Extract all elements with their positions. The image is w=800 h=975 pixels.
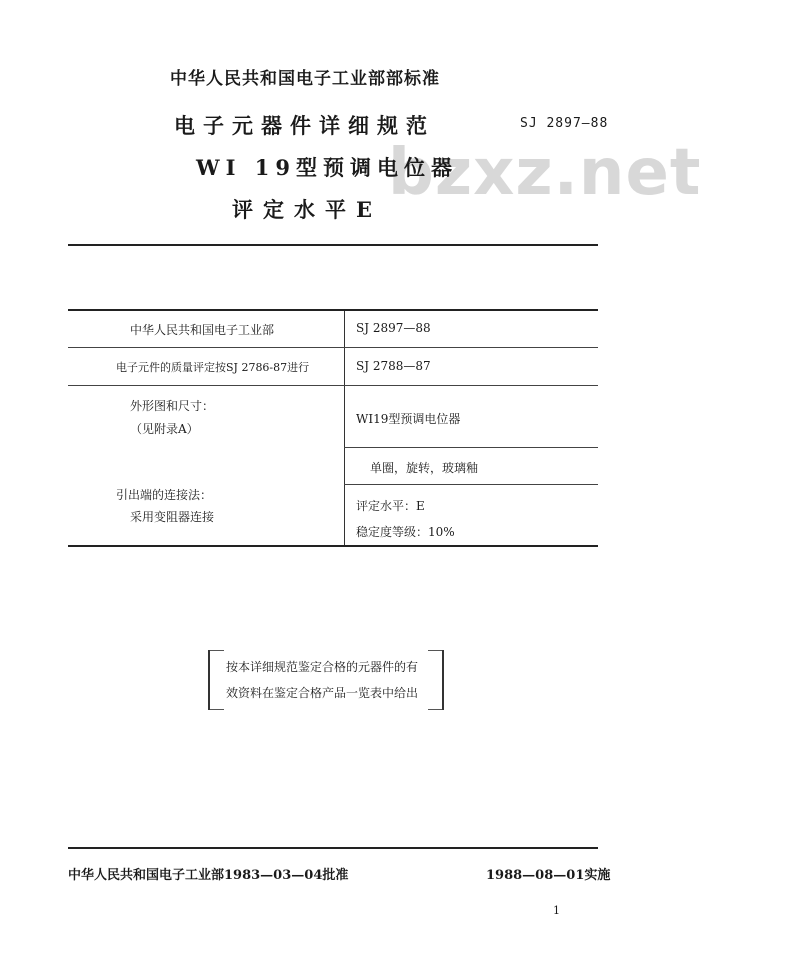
issuer-code-cell: SJ 2897—88 bbox=[356, 321, 431, 335]
quality-code-cell: SJ 2788—87 bbox=[356, 359, 431, 373]
title-divider bbox=[68, 244, 598, 246]
notice-corner bbox=[210, 650, 224, 651]
row-divider bbox=[68, 347, 598, 348]
row-divider bbox=[68, 385, 598, 386]
issuing-authority: 中华人民共和国电子工业部部标准 bbox=[170, 69, 440, 89]
notice-line-2: 效资料在鉴定合格产品一览表中给出 bbox=[226, 686, 419, 700]
product-features-cell: 单圈，旋转，玻璃釉 bbox=[370, 461, 479, 475]
outline-label: 外形图和尺寸： bbox=[130, 399, 215, 413]
title-line-2: WI 19型预调电位器 bbox=[196, 155, 458, 180]
table-bottom-rule bbox=[68, 545, 598, 547]
quality-basis-cell: 电子元件的质量评定按SJ 2786-87进行 bbox=[116, 361, 310, 374]
title-line-1: 电子元器件详细规范 bbox=[174, 113, 435, 138]
row-divider bbox=[344, 447, 598, 448]
notice-box bbox=[208, 650, 444, 710]
connection-label: 引出端的连接法： bbox=[116, 488, 213, 502]
row-divider bbox=[344, 484, 598, 485]
watermark: bzxz.net bbox=[388, 136, 702, 210]
connection-method: 采用变阻器连接 bbox=[130, 510, 215, 524]
assessment-level-cell: 评定水平：E bbox=[356, 499, 425, 513]
notice-corner bbox=[428, 650, 442, 651]
implementation-date: 1988—08—01实施 bbox=[486, 868, 611, 883]
outline-reference: （见附录A） bbox=[130, 422, 199, 436]
notice-line-1: 按本详细规范鉴定合格的元器件的有 bbox=[226, 660, 419, 674]
title-line-3: 评定水平E bbox=[232, 197, 383, 222]
page-number: 1 bbox=[553, 904, 560, 917]
standard-code: SJ 2897—88 bbox=[520, 116, 609, 131]
notice-corner bbox=[210, 709, 224, 710]
table-top-rule bbox=[68, 309, 598, 311]
product-name-cell: WI19型预调电位器 bbox=[356, 412, 461, 426]
notice-corner bbox=[428, 709, 442, 710]
issuer-cell: 中华人民共和国电子工业部 bbox=[130, 323, 275, 337]
stability-grade-cell: 稳定度等级：10% bbox=[356, 525, 455, 539]
footer-rule bbox=[68, 847, 598, 849]
approval-date: 中华人民共和国电子工业部1983—03—04批准 bbox=[68, 868, 349, 883]
